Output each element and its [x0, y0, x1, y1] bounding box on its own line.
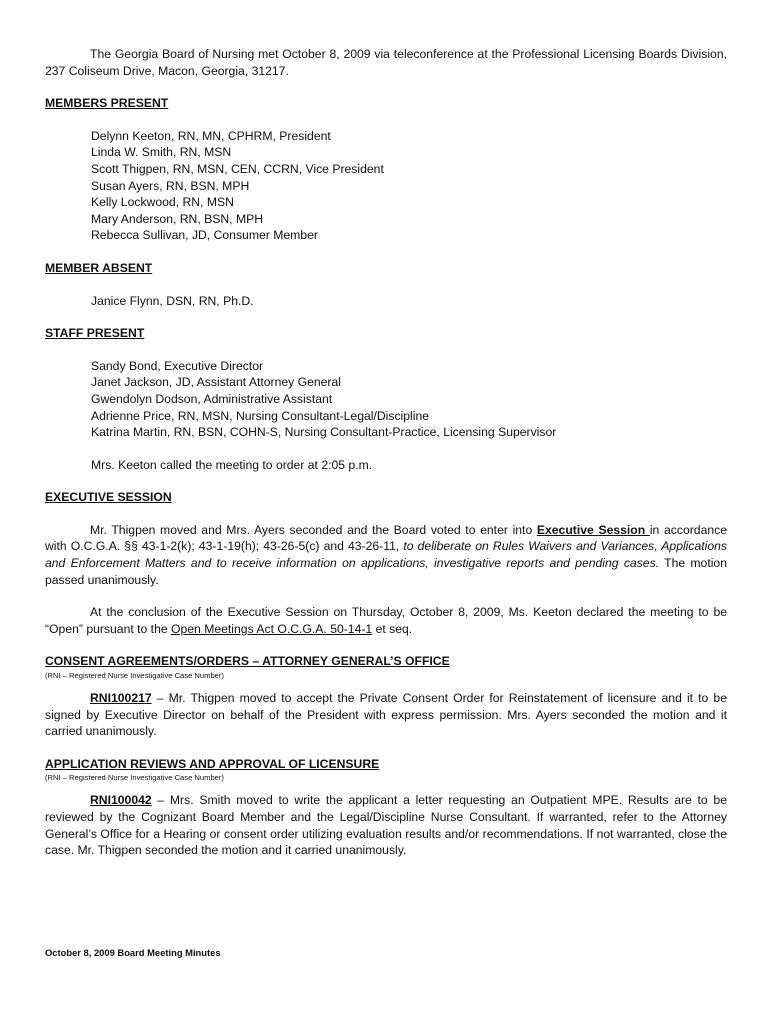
list-item: Katrina Martin, RN, BSN, COHN-S, Nursing Consultant-Practice, Licensing Supervisor: [91, 425, 557, 440]
open-session-paragraph: At the conclusion of the Executive Session on Thursday, October 8, 2009, Ms. Keeton declared the meeting to be “Open” pursuant to the Open Meetings Act O.C.G.A. 50-14-1 et seq.: [45, 605, 727, 636]
list-item: Gwendolyn Dodson, Administrative Assistant: [91, 391, 333, 406]
consent-paragraph: RNI100217 – Mr. Thigpen moved to accept the Private Consent Order for Reinstatement of licensure and it to be signed by Executive Director on behalf of the President with express permission. Mrs. Ayers seconded the motion and it carried unanimously.: [45, 691, 727, 739]
executive-session-heading: EXECUTIVE SESSION: [45, 490, 172, 505]
list-item: Adrienne Price, RN, MSN, Nursing Consultant-Legal/Discipline: [91, 408, 430, 423]
list-item: Mary Anderson, RN, BSN, MPH: [91, 211, 264, 226]
case-number: RNI100042: [90, 793, 152, 808]
list-item: Linda W. Smith, RN, MSN: [91, 145, 232, 160]
page-footer: October 8, 2009 Board Meeting Minutes: [45, 947, 221, 958]
document-page: [45, 46, 727, 859]
application-paragraph: RNI100042 – Mrs. Smith moved to write the applicant a letter requesting an Outpatient MPE. Results are to be reviewed by the Cognizant Board Member and the Legal/Discipline Nurse Consultant. If warranted, refer to the Attorney General’s Office for a Hearing or consent order utilizing evaluation results and/or recommendations. If not warranted, close the case. Mr. Thigpen seconded the motion and it carried unanimously.: [45, 793, 727, 858]
list-item: Scott Thigpen, RN, MSN, CEN, CCRN, Vice President: [91, 161, 384, 176]
staff-present-heading: STAFF PRESENT: [45, 326, 145, 341]
list-item: Kelly Lockwood, RN, MSN: [91, 195, 234, 210]
case-number: RNI100217: [90, 691, 152, 706]
application-reviews-heading: APPLICATION REVIEWS AND APPROVAL OF LICENSURE: [45, 756, 380, 771]
list-item: Sandy Bond, Executive Director: [91, 358, 264, 373]
members-present-list: [45, 128, 727, 244]
member-absent-list: [45, 293, 727, 310]
list-item: Janice Flynn, DSN, RN, Ph.D.: [91, 293, 254, 308]
staff-present-list: [45, 358, 727, 474]
list-item: Janet Jackson, JD, Assistant Attorney General: [91, 375, 341, 390]
executive-session-link: Executive Session: [536, 522, 650, 537]
member-absent-heading: MEMBER ABSENT: [45, 260, 153, 275]
consent-agreements-heading: CONSENT AGREEMENTS/ORDERS – ATTORNEY GENERAL’S OFFICE: [45, 654, 450, 669]
list-item: Delynn Keeton, RN, MN, CPHRM, President: [91, 128, 331, 143]
consent-subheading: (RNI – Registered Nurse Investigative Case Number): [45, 671, 224, 681]
call-to-order: Mrs. Keeton called the meeting to order at 2:05 p.m.: [91, 457, 373, 472]
executive-session-paragraph: Mr. Thigpen moved and Mrs. Ayers seconded and the Board voted to enter into Executive Session in accordance with O.C.G.A. §§ 43-1-2(k); 43-1-19(h); 43-26-5(c) and 43-26-11, to deliberate on Rules Waivers and Variances, Applications and Enforcement Matters and to receive information on applications, investigative reports and pending cases. The motion passed unanimously.: [45, 522, 728, 587]
intro-paragraph: The Georgia Board of Nursing met October 8, 2009 via teleconference at the Professional Licensing Boards Division, 237 Coliseum Drive, Macon, Georgia, 31217.: [45, 47, 727, 78]
list-item: Susan Ayers, RN, BSN, MPH: [91, 178, 250, 193]
members-present-heading: MEMBERS PRESENT: [45, 96, 169, 111]
application-subheading: (RNI – Registered Nurse Investigative Case Number): [45, 773, 224, 783]
open-meetings-act-link: Open Meetings Act O.C.G.A. 50-14-1: [171, 621, 373, 636]
list-item: Rebecca Sullivan, JD, Consumer Member: [91, 228, 318, 243]
